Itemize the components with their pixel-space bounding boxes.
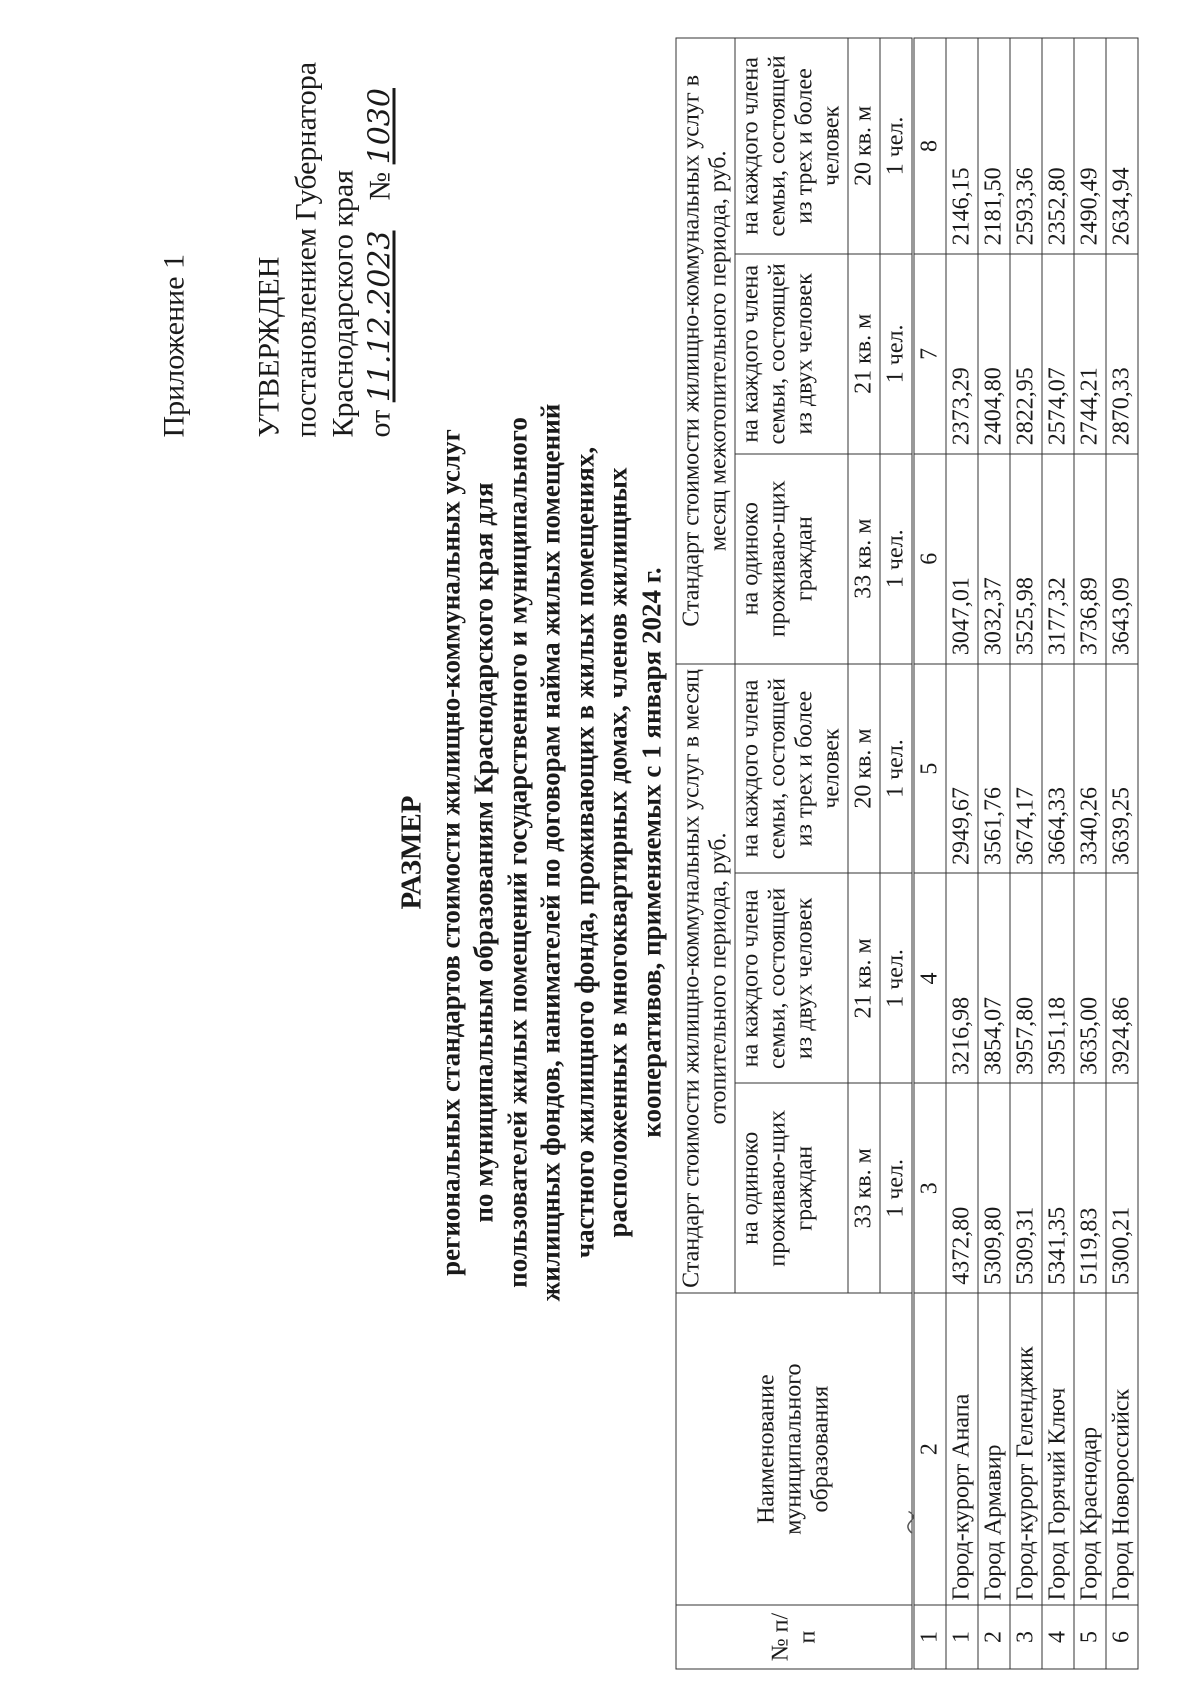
cost-value: 3951,18 [1042, 873, 1074, 1083]
table-row [1010, 38, 1042, 1669]
table-row [1106, 38, 1138, 1669]
appendix-label: Приложение 1 [157, 253, 190, 437]
cost-value: 5341,35 [1042, 1083, 1074, 1293]
title-line: жилищных фондов, нанимателей по договорам найма жилых помещений [535, 403, 565, 1301]
row-number: 4 [1042, 1605, 1074, 1669]
row-number: 6 [1106, 1605, 1138, 1669]
table-header-row [676, 38, 735, 1669]
cost-value: 2634,94 [1106, 38, 1138, 254]
persons-cell: 1 чел. [880, 253, 913, 453]
title-line: по муниципальным образованиям Краснодарского края для [468, 481, 498, 1223]
cost-value: 3047,01 [946, 453, 978, 663]
persons-cell: 1 чел. [880, 663, 913, 873]
title-line: частного жилищного фонда, проживающих в жилых помещениях, [568, 446, 599, 1258]
title-head: РАЗМЕР [395, 795, 427, 909]
area-cell: 33 кв. м [848, 1083, 880, 1293]
persons-cell: 1 чел. [880, 873, 913, 1083]
cost-value: 2574,07 [1042, 253, 1074, 453]
cost-value: 2870,33 [1106, 253, 1138, 453]
handwritten-date: 11.12.2023 [362, 230, 397, 402]
column-index-row [913, 38, 946, 1669]
cost-value: 3854,07 [978, 873, 1010, 1083]
document-title [395, 297, 668, 1407]
title-line: региональных стандартов стоимости жилищно-коммунальных услуг [434, 428, 465, 1276]
cost-value: 3664,33 [1042, 663, 1074, 873]
header-number: № п/п [676, 1605, 913, 1669]
area-cell: 33 кв. м [848, 453, 880, 663]
row-number: 1 [946, 1605, 978, 1669]
cost-value: 3032,37 [978, 453, 1010, 663]
table-row [978, 38, 1010, 1669]
area-cell: 20 кв. м [848, 663, 880, 873]
subheader-single: на одиноко проживаю-щих граждан [735, 1083, 848, 1293]
cost-value: 2181,50 [978, 38, 1010, 254]
municipality-name: Город-курорт Геленджик [1010, 1293, 1042, 1605]
column-index-cell: 1 [913, 1605, 946, 1669]
cost-value: 3736,89 [1074, 453, 1106, 663]
column-index-cell: 8 [913, 38, 946, 254]
cost-value: 4372,80 [946, 1083, 978, 1293]
cost-value: 3635,00 [1074, 873, 1106, 1083]
cost-value: 3216,98 [946, 873, 978, 1083]
cost-value: 2593,36 [1010, 38, 1042, 254]
municipality-name: Город Краснодар [1074, 1293, 1106, 1605]
approved-label: УТВЕРЖДЕН [252, 256, 285, 437]
number-label: № [363, 171, 396, 200]
title-line: расположенных в многоквартирных домах, членов жилищных [602, 467, 632, 1237]
cost-value: 3525,98 [1010, 453, 1042, 663]
pen-mark [900, 1507, 920, 1537]
header-name: Наименование муниципального образования [676, 1293, 913, 1605]
row-number: 2 [978, 1605, 1010, 1669]
subheader-two: на каждого члена семьи, состоящей из двух человек [735, 873, 848, 1083]
approval-date-line [361, 61, 398, 437]
cost-value: 5309,80 [978, 1083, 1010, 1293]
area-cell: 21 кв. м [848, 253, 880, 453]
cost-value: 2822,95 [1010, 253, 1042, 453]
area-cell: 20 кв. м [848, 38, 880, 254]
from-label: от [363, 409, 396, 437]
municipality-name: Город-курорт Анапа [946, 1293, 978, 1605]
handwritten-number: 1030 [362, 87, 397, 164]
municipality-name: Город Горячий Ключ [1042, 1293, 1074, 1605]
cost-value: 3340,26 [1074, 663, 1106, 873]
cost-value: 3957,80 [1010, 873, 1042, 1083]
cost-value: 2744,21 [1074, 253, 1106, 453]
cost-value: 5309,31 [1010, 1083, 1042, 1293]
persons-cell: 1 чел. [880, 38, 913, 254]
area-cell: 21 кв. м [848, 873, 880, 1083]
title-line: пользователей жилых помещений государственного и муниципального [501, 416, 532, 1288]
cost-value: 3561,76 [978, 663, 1010, 873]
title-line: кооперативов, применяемых с 1 января 2024 г. [635, 566, 666, 1138]
approval-stamp [155, 61, 398, 437]
persons-cell: 1 чел. [880, 1083, 913, 1293]
cost-value: 2949,67 [946, 663, 978, 873]
row-number: 3 [1010, 1605, 1042, 1669]
header-heating-period: Стандарт стоимости жилищно-коммунальных услуг в месяц отопительного периода, руб. [676, 663, 735, 1293]
column-index-cell: 3 [913, 1083, 946, 1293]
approval-line-1: постановлением Губернатора [289, 61, 322, 437]
column-index-cell: 6 [913, 453, 946, 663]
subheader-three: на каждого члена семьи, состоящей из трех и более человек [735, 38, 848, 254]
approval-line-2: Краснодарского края [326, 169, 359, 437]
column-index-cell: 2 [913, 1293, 946, 1605]
header-nonheating-period: Стандарт стоимости жилищно-коммунальных услуг в месяц межотопительного периода, руб. [676, 38, 735, 664]
cost-value: 5119,83 [1074, 1083, 1106, 1293]
standards-table [675, 37, 1138, 1669]
cost-value: 3643,09 [1106, 453, 1138, 663]
column-index-cell: 4 [913, 873, 946, 1083]
cost-value: 2373,29 [946, 253, 978, 453]
subheader-three: на каждого члена семьи, состоящей из трех и более человек [735, 663, 848, 873]
cost-value: 2404,80 [978, 253, 1010, 453]
persons-cell: 1 чел. [880, 453, 913, 663]
cost-value: 3639,25 [1106, 663, 1138, 873]
table-body [946, 38, 1138, 1669]
subheader-single: на одиноко проживаю-щих граждан [735, 453, 848, 663]
cost-value: 3674,17 [1010, 663, 1042, 873]
column-index-cell: 7 [913, 253, 946, 453]
cost-value: 5300,21 [1106, 1083, 1138, 1293]
subheader-two: на каждого члена семьи, состоящей из двух человек [735, 253, 848, 453]
cost-value: 2146,15 [946, 38, 978, 254]
column-index-cell: 5 [913, 663, 946, 873]
cost-value: 3924,86 [1106, 873, 1138, 1083]
municipality-name: Город Новороссийск [1106, 1293, 1138, 1605]
row-number: 5 [1074, 1605, 1106, 1669]
cost-value: 3177,32 [1042, 453, 1074, 663]
table-row [1042, 38, 1074, 1669]
cost-value: 2490,49 [1074, 38, 1106, 254]
table-row [946, 38, 978, 1669]
municipality-name: Город Армавир [978, 1293, 1010, 1605]
table-row [1074, 38, 1106, 1669]
cost-value: 2352,80 [1042, 38, 1074, 254]
